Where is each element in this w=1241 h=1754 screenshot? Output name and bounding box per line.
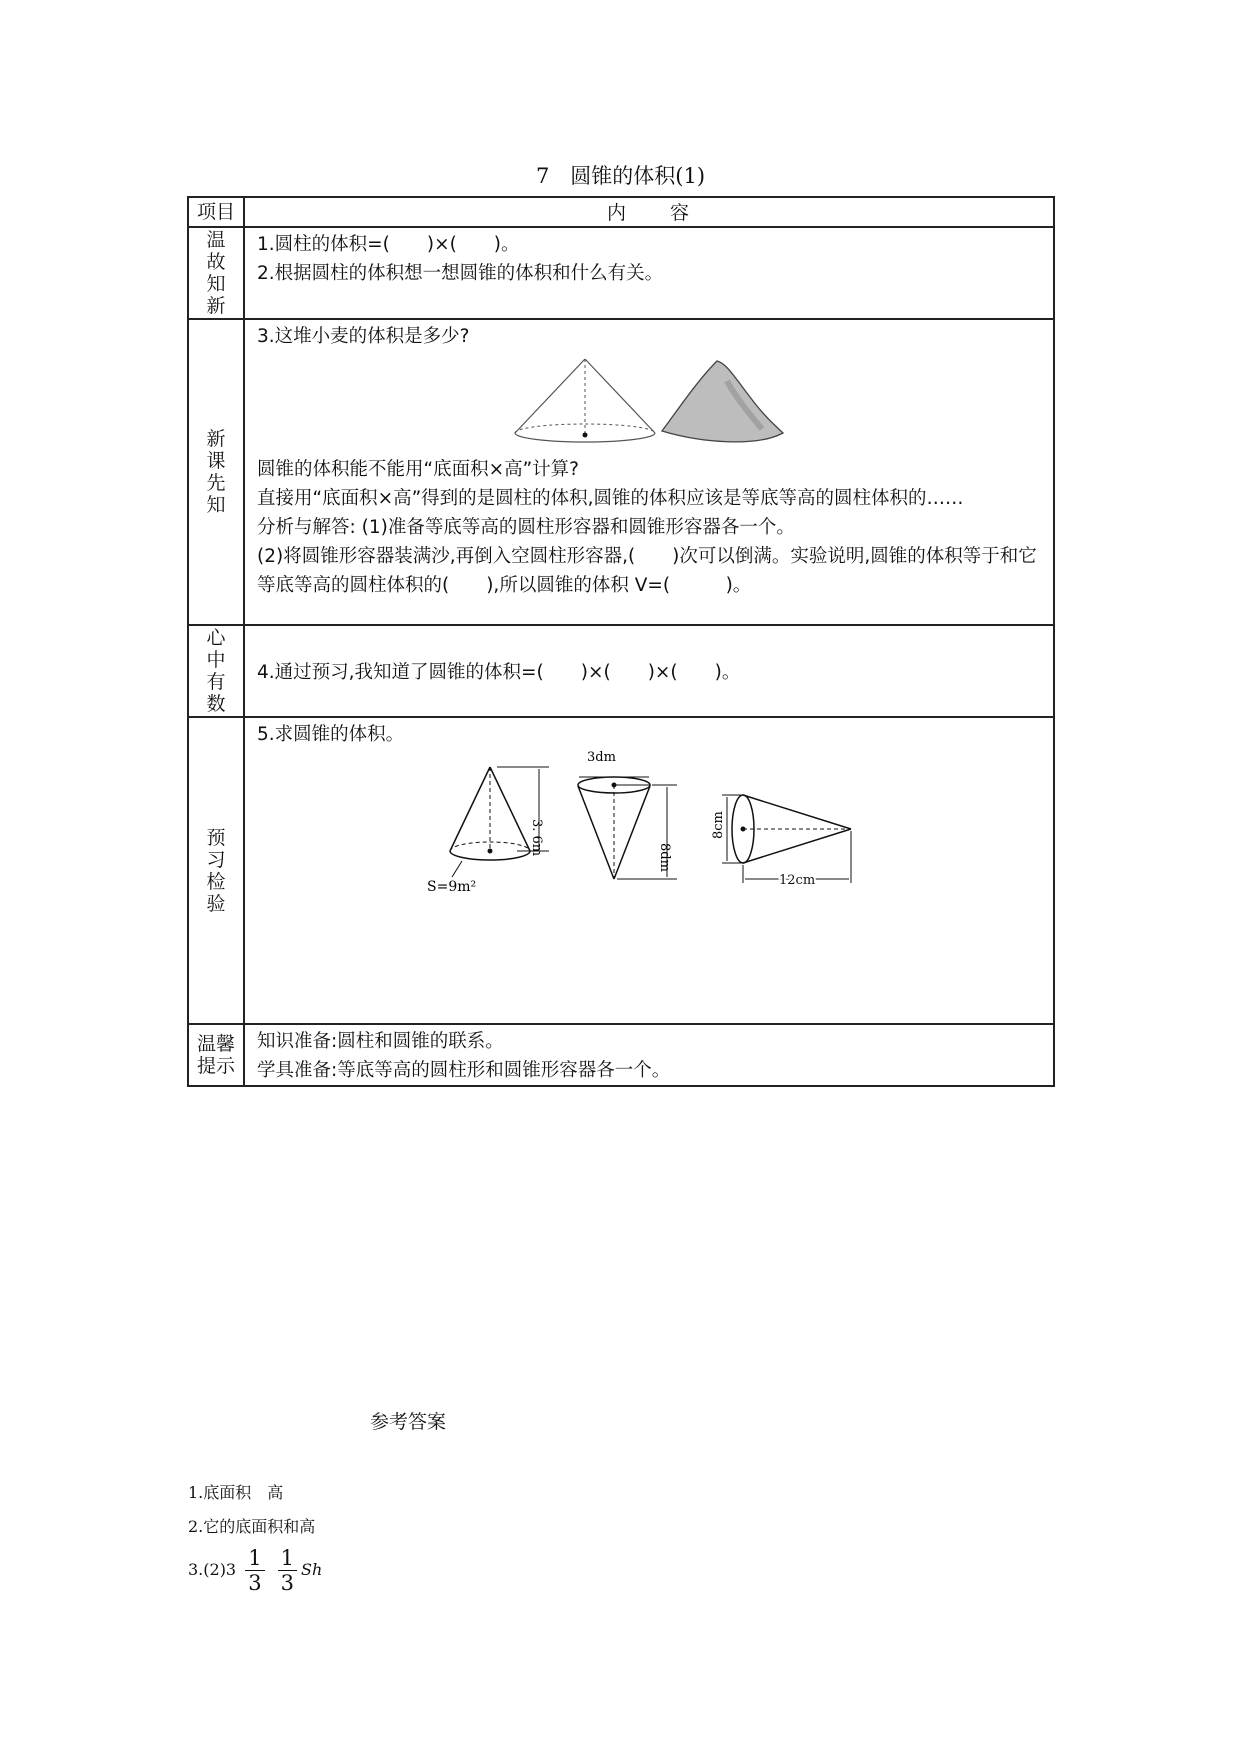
table-row bbox=[188, 1024, 1054, 1086]
cone-exercise-figures bbox=[257, 749, 1041, 897]
row-label: 预习检验 bbox=[206, 826, 226, 915]
fraction: $\frac{1}{3}$ bbox=[245, 1546, 264, 1595]
question-2: 2.根据圆柱的体积想一想圆锥的体积和什么有关。 bbox=[257, 263, 664, 284]
tip-line: 学具准备:等底等高的圆柱形和圆锥形容器各一个。 bbox=[257, 1060, 671, 1081]
tip-line: 知识准备:圆柱和圆锥的联系。 bbox=[257, 1031, 504, 1052]
table-row bbox=[188, 319, 1054, 625]
cone-2-diameter-label: 3dm bbox=[587, 750, 616, 765]
cone-3 bbox=[711, 795, 851, 888]
three-cones-diagram bbox=[257, 749, 1097, 899]
table-row bbox=[188, 717, 1054, 1024]
row-label: 温馨提示 bbox=[196, 1033, 235, 1077]
row-label: 温故知新 bbox=[206, 229, 226, 317]
header-item: 项目 bbox=[188, 197, 244, 227]
question-5: 5.求圆锥的体积。 bbox=[257, 724, 405, 745]
cone-1-height-label: 3. 6m bbox=[529, 819, 544, 857]
page-title: 7 圆锥的体积(1) bbox=[535, 164, 706, 188]
cone-3-diameter-label: 8cm bbox=[711, 811, 726, 839]
table-header-row bbox=[188, 197, 1054, 227]
cone-and-wheat-illustration bbox=[257, 351, 1097, 455]
text-line: 圆锥的体积能不能用“底面积×高”计算? bbox=[257, 459, 579, 480]
cone-3-height-label: 12cm bbox=[779, 873, 816, 888]
text-line: 分析与解答: (1)准备等底等高的圆柱形容器和圆锥形容器各一个。 bbox=[257, 517, 795, 538]
preview-table bbox=[187, 196, 1055, 1087]
cone-1-area-label: S=9m² bbox=[427, 879, 477, 895]
cone-outline-drawing bbox=[515, 359, 655, 442]
answer-3 bbox=[188, 1546, 322, 1595]
answers-title: 参考答案 bbox=[370, 1411, 447, 1433]
question-3: 3.这堆小麦的体积是多少? bbox=[257, 326, 470, 347]
wheat-pile-drawing bbox=[662, 361, 783, 442]
table-row bbox=[188, 625, 1054, 717]
wheat-figure bbox=[257, 351, 1041, 455]
fraction: $\frac{1}{3}$ bbox=[278, 1546, 297, 1595]
header-content: 内 容 bbox=[244, 197, 1054, 227]
table-row bbox=[188, 227, 1054, 319]
cone-2-height-label: 8dm bbox=[657, 843, 672, 872]
answer-1: 1.底面积 高 bbox=[188, 1483, 284, 1502]
text-line: (2)将圆锥形容器装满沙,再倒入空圆柱形容器,( )次可以倒满。实验说明,圆锥的体积等于和它等底等高的圆柱体积的( ),所以圆锥的体积 V=( )。 bbox=[257, 546, 1037, 596]
question-1: 1.圆柱的体积=( )×( )。 bbox=[257, 234, 520, 255]
row-label: 新课先知 bbox=[206, 428, 226, 516]
row-label: 心中有数 bbox=[206, 627, 226, 715]
question-4: 4.通过预习,我知道了圆锥的体积=( )×( )×( )。 bbox=[257, 661, 741, 683]
answer-3-suffix: Sh bbox=[301, 1560, 323, 1579]
cone-2 bbox=[578, 750, 677, 879]
answer-2: 2.它的底面积和高 bbox=[188, 1517, 316, 1536]
answer-3-prefix: 3.(2)3 bbox=[188, 1560, 237, 1579]
cone-1 bbox=[427, 767, 549, 895]
text-line: 直接用“底面积×高”得到的是圆柱的体积,圆锥的体积应该是等底等高的圆柱体积的…… bbox=[257, 488, 964, 509]
